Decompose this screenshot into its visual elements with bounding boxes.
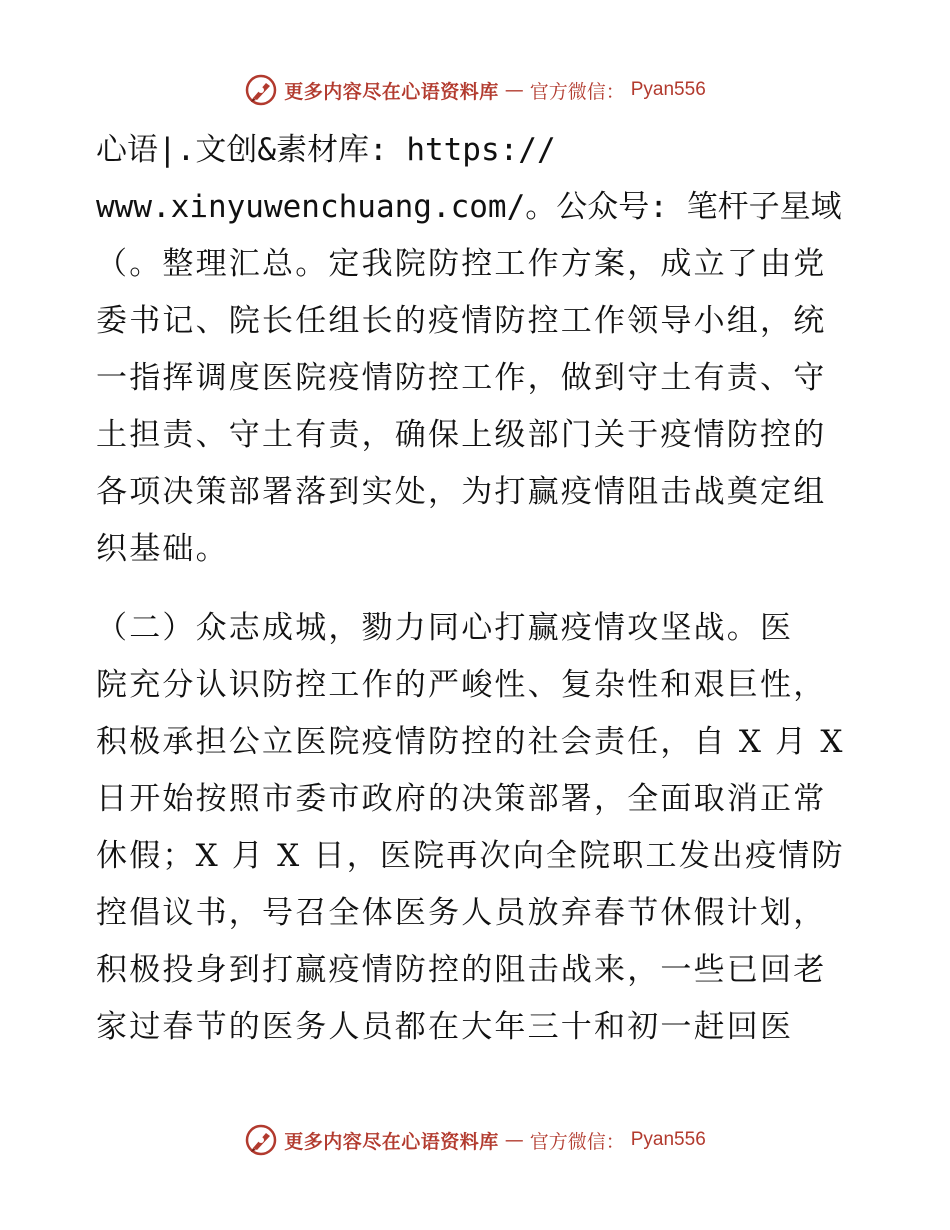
text-line: 委书记、院长任组长的疫情防控工作领导小组，统 xyxy=(96,303,827,339)
banner-brand-text: 更多内容尽在心语资料库 xyxy=(284,80,499,103)
footer-banner xyxy=(0,1120,950,1160)
text-line: （。整理汇总。定我院防控工作方案，成立了由党 xyxy=(96,246,827,282)
text-line: 家过春节的医务人员都在大年三十和初一赶回医 xyxy=(96,1009,794,1045)
text-line: 积极投身到打赢疫情防控的阻击战来，一些已回老 xyxy=(96,952,827,988)
text-line: 控倡议书，号召全体医务人员放弃春节休假计划， xyxy=(96,895,827,931)
banner-brand-text: 更多内容尽在心语资料库 xyxy=(284,1130,499,1153)
paragraph-spacer xyxy=(96,578,856,600)
text-line: 一指挥调度医院疫情防控工作，做到守土有责、守 xyxy=(96,360,827,396)
text-line: 日开始按照市委市政府的决策部署，全面取消正常 xyxy=(96,781,827,817)
banner-wechat-label: 官方微信： xyxy=(529,1130,625,1153)
text-line: 织基础。 xyxy=(96,531,229,567)
header-banner xyxy=(0,70,950,110)
text-line: 心语|.文创&素材库: https:// xyxy=(96,132,556,168)
text-line: 院充分认识防控工作的严峻性、复杂性和艰巨性， xyxy=(96,667,827,703)
text-line: （二）众志成城，勠力同心打赢疫情攻坚战。医 xyxy=(96,610,794,646)
text-line: www.xinyuwenchuang.com/。公众号: 笔杆子星域 xyxy=(96,189,842,225)
banner-separator: — xyxy=(504,1129,524,1151)
banner-wechat-id: Pyan556 xyxy=(630,1129,706,1150)
pen-nib-logo-icon xyxy=(244,1123,278,1157)
text-line: 休假；X 月 X 日，医院再次向全院职工发出疫情防 xyxy=(96,838,845,874)
banner-wechat-label: 官方微信： xyxy=(529,80,625,103)
text-line: 积极承担公立医院疫情防控的社会责任，自 X 月 X xyxy=(96,724,845,760)
text-line: 土担责、守土有责，确保上级部门关于疫情防控的 xyxy=(96,417,827,453)
banner-separator: — xyxy=(504,79,524,101)
pen-nib-logo-icon xyxy=(244,73,278,107)
banner-wechat-id: Pyan556 xyxy=(630,79,706,100)
document-body xyxy=(96,122,856,1056)
text-line: 各项决策部署落到实处，为打赢疫情阻击战奠定组 xyxy=(96,474,827,510)
